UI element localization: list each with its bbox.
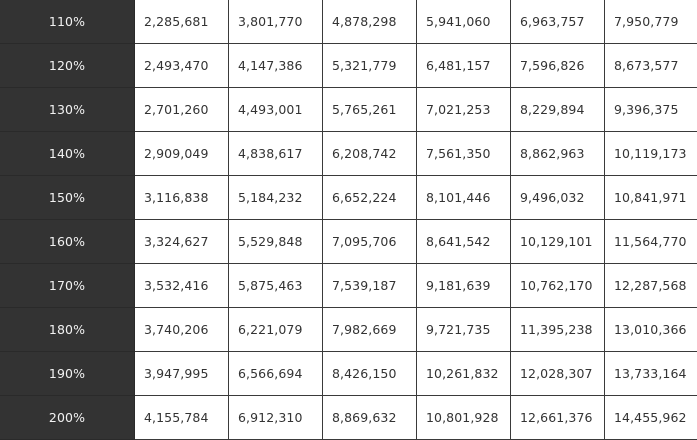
table-row — [0, 308, 697, 352]
table-cell: 12,661,376 — [511, 396, 605, 440]
table-row — [0, 44, 697, 88]
row-header: 200% — [0, 396, 135, 440]
table-cell: 10,841,971 — [605, 176, 697, 220]
table-row — [0, 88, 697, 132]
table-cell: 9,721,735 — [417, 308, 511, 352]
table-cell: 6,566,694 — [229, 352, 323, 396]
table-cell: 6,221,079 — [229, 308, 323, 352]
table-cell: 5,529,848 — [229, 220, 323, 264]
table-cell: 9,396,375 — [605, 88, 697, 132]
table-cell: 4,155,784 — [135, 396, 229, 440]
table-row — [0, 132, 697, 176]
table-cell: 8,426,150 — [323, 352, 417, 396]
table-cell: 5,875,463 — [229, 264, 323, 308]
row-header: 140% — [0, 132, 135, 176]
table-cell: 2,285,681 — [135, 0, 229, 44]
table-cell: 8,869,632 — [323, 396, 417, 440]
table-cell: 13,733,164 — [605, 352, 697, 396]
table-cell: 12,028,307 — [511, 352, 605, 396]
table-cell: 5,941,060 — [417, 0, 511, 44]
table-cell: 8,229,894 — [511, 88, 605, 132]
table-cell: 6,481,157 — [417, 44, 511, 88]
table-cell: 7,021,253 — [417, 88, 511, 132]
table-cell: 2,909,049 — [135, 132, 229, 176]
table-cell: 10,801,928 — [417, 396, 511, 440]
table-cell: 7,539,187 — [323, 264, 417, 308]
row-header: 150% — [0, 176, 135, 220]
table-cell: 6,652,224 — [323, 176, 417, 220]
row-header: 130% — [0, 88, 135, 132]
table-cell: 10,119,173 — [605, 132, 697, 176]
table-row — [0, 352, 697, 396]
table-row — [0, 176, 697, 220]
table-cell: 4,878,298 — [323, 0, 417, 44]
table-cell: 3,947,995 — [135, 352, 229, 396]
row-header: 180% — [0, 308, 135, 352]
table-cell: 6,963,757 — [511, 0, 605, 44]
table-cell: 8,862,963 — [511, 132, 605, 176]
table-cell: 3,324,627 — [135, 220, 229, 264]
table-cell: 11,395,238 — [511, 308, 605, 352]
table-cell: 7,561,350 — [417, 132, 511, 176]
table-cell: 8,641,542 — [417, 220, 511, 264]
table-row — [0, 264, 697, 308]
table-cell: 4,493,001 — [229, 88, 323, 132]
table-cell: 7,950,779 — [605, 0, 697, 44]
table-cell: 6,208,742 — [323, 132, 417, 176]
table-row — [0, 220, 697, 264]
table-cell: 5,321,779 — [323, 44, 417, 88]
row-header: 120% — [0, 44, 135, 88]
table-cell: 3,532,416 — [135, 264, 229, 308]
table-cell: 11,564,770 — [605, 220, 697, 264]
table-cell: 5,184,232 — [229, 176, 323, 220]
table-row — [0, 0, 697, 44]
row-header: 190% — [0, 352, 135, 396]
table-cell: 7,596,826 — [511, 44, 605, 88]
table-cell: 10,261,832 — [417, 352, 511, 396]
table-cell: 2,493,470 — [135, 44, 229, 88]
table-cell: 2,701,260 — [135, 88, 229, 132]
table-cell: 3,740,206 — [135, 308, 229, 352]
table-cell: 7,095,706 — [323, 220, 417, 264]
table-cell: 7,982,669 — [323, 308, 417, 352]
table-cell: 10,129,101 — [511, 220, 605, 264]
table-cell: 13,010,366 — [605, 308, 697, 352]
table-cell: 4,838,617 — [229, 132, 323, 176]
table-cell: 9,181,639 — [417, 264, 511, 308]
table-cell: 10,762,170 — [511, 264, 605, 308]
table-cell: 4,147,386 — [229, 44, 323, 88]
table-cell: 3,116,838 — [135, 176, 229, 220]
row-header: 160% — [0, 220, 135, 264]
table-row — [0, 396, 697, 440]
table-cell: 14,455,962 — [605, 396, 697, 440]
table-cell: 8,673,577 — [605, 44, 697, 88]
table-cell: 9,496,032 — [511, 176, 605, 220]
table-cell: 3,801,770 — [229, 0, 323, 44]
table-cell: 8,101,446 — [417, 176, 511, 220]
row-header: 110% — [0, 0, 135, 44]
row-header: 170% — [0, 264, 135, 308]
table-cell: 6,912,310 — [229, 396, 323, 440]
table-cell: 12,287,568 — [605, 264, 697, 308]
table-cell: 5,765,261 — [323, 88, 417, 132]
